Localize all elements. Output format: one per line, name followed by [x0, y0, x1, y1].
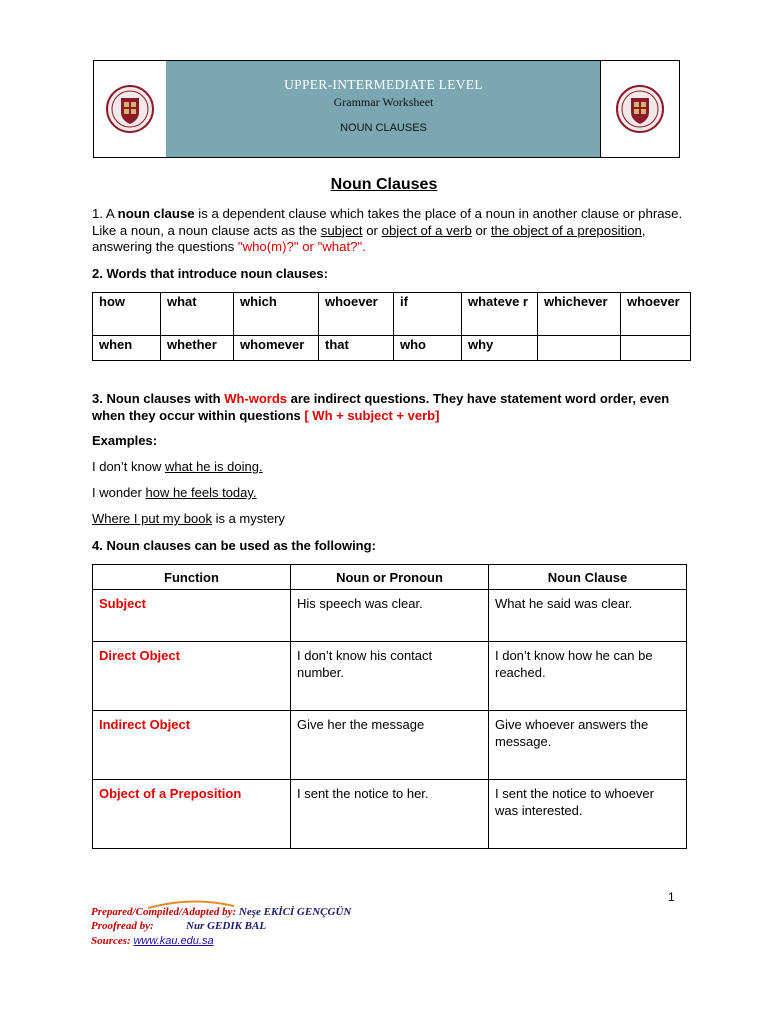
example-1 [92, 459, 263, 474]
topic-title: NOUN CLAUSES [340, 122, 427, 134]
university-crest-icon [615, 84, 665, 134]
noun-cell: Give her the message [291, 711, 489, 780]
function-cell: Indirect Object [93, 711, 291, 780]
function-cell: Subject [93, 590, 291, 642]
section-4-heading: 4. Noun clauses can be used as the following: [92, 538, 376, 553]
table-row [93, 780, 687, 849]
example-text: I don’t know [92, 459, 165, 474]
worksheet-subtitle: Grammar Worksheet [333, 95, 434, 109]
column-header: Noun Clause [489, 565, 687, 590]
prepared-name: Neşe EKİCİ GENÇGÜN [238, 906, 352, 918]
example-clause: what he is doing. [165, 459, 263, 474]
column-header: Noun or Pronoun [291, 565, 489, 590]
word-cell: whomever [234, 336, 319, 361]
university-crest-icon [105, 84, 155, 134]
worksheet-header [93, 60, 680, 158]
intro-object-verb: object of a verb [381, 222, 472, 238]
table-row [93, 711, 687, 780]
table-row [93, 590, 687, 642]
section-3-part: are indirect questions. They have statement word order, even when they occur within questions [92, 391, 670, 423]
intro-text: , answering the questions [92, 222, 646, 254]
intro-object-preposition: the object of a preposition [490, 222, 642, 238]
logo-left [94, 61, 167, 157]
words-table [92, 292, 691, 361]
word-cell: if [394, 293, 462, 336]
table-row [93, 336, 691, 361]
function-cell: Direct Object [93, 642, 291, 711]
intro-text: 1. A [92, 206, 118, 221]
page-number: 1 [668, 890, 675, 904]
word-cell: which [234, 293, 319, 336]
word-cell: what [161, 293, 234, 336]
intro-subject: subject [320, 222, 363, 238]
footer-sources [91, 935, 214, 947]
word-cell: who [394, 336, 462, 361]
example-clause: Where I put my book [92, 511, 212, 526]
example-3 [92, 511, 285, 526]
footer-proofread [91, 920, 154, 932]
intro-term: noun clause [117, 206, 195, 221]
word-cell: when [93, 336, 161, 361]
intro-text: or [362, 222, 382, 238]
level-title: UPPER-INTERMEDIATE LEVEL [284, 77, 483, 92]
word-cell [621, 336, 691, 361]
table-header-row [93, 565, 687, 590]
word-cell [538, 336, 621, 361]
word-cell: whichever [538, 293, 621, 336]
section-3-text [92, 390, 672, 424]
clause-cell: Give whoever answers the message. [489, 711, 687, 780]
noun-cell: His speech was clear. [291, 590, 489, 642]
header-band [166, 61, 601, 157]
table-row [93, 293, 691, 336]
footer-proofread-name-wrap [186, 920, 266, 932]
clause-cell: What he said was clear. [489, 590, 687, 642]
section-3-part: 3. Noun clauses with [92, 391, 225, 406]
word-cell: how [93, 293, 161, 336]
table-row [93, 642, 687, 711]
intro-questions: "who(m)?" or "what?". [237, 239, 366, 254]
examples-heading: Examples: [92, 433, 158, 448]
noun-cell: I don’t know his contact number. [291, 642, 489, 711]
intro-paragraph [92, 206, 692, 256]
footer-prepared [91, 906, 351, 918]
word-cell: whateve r [462, 293, 538, 336]
proofread-name: Nur GEDIK BAL [186, 920, 267, 932]
word-cell: that [319, 336, 394, 361]
intro-text: is a dependent clause which takes the place of a noun in another clause or phrase. Like a noun, a noun clause acts as the [92, 206, 683, 238]
example-text: I wonder [92, 485, 146, 500]
prepared-label: Prepared/Compiled/Adapted by: [91, 906, 237, 918]
word-cell: why [462, 336, 538, 361]
wh-words-label: Wh-words [224, 391, 288, 406]
functions-table [92, 564, 687, 849]
word-cell: whoever [319, 293, 394, 336]
sources-link[interactable]: www.kau.edu.sa [133, 935, 214, 947]
example-clause: how he feels today. [145, 485, 257, 500]
function-cell: Object of a Preposition [93, 780, 291, 849]
intro-text: or [471, 222, 491, 238]
proofread-label: Proofread by: [91, 920, 154, 932]
word-cell: whether [161, 336, 234, 361]
noun-cell: I sent the notice to her. [291, 780, 489, 849]
logo-right [600, 61, 679, 157]
page-title: Noun Clauses [330, 176, 438, 193]
section-2-heading: 2. Words that introduce noun clauses: [92, 266, 328, 281]
wh-formula: [ Wh + subject + verb] [304, 408, 440, 423]
example-text: is a mystery [211, 511, 285, 526]
clause-cell: I sent the notice to whoever was interested. [489, 780, 687, 849]
sources-label: Sources: [91, 935, 131, 947]
clause-cell: I don’t know how he can be reached. [489, 642, 687, 711]
word-cell: whoever [621, 293, 691, 336]
example-2 [92, 485, 257, 500]
column-header: Function [93, 565, 291, 590]
